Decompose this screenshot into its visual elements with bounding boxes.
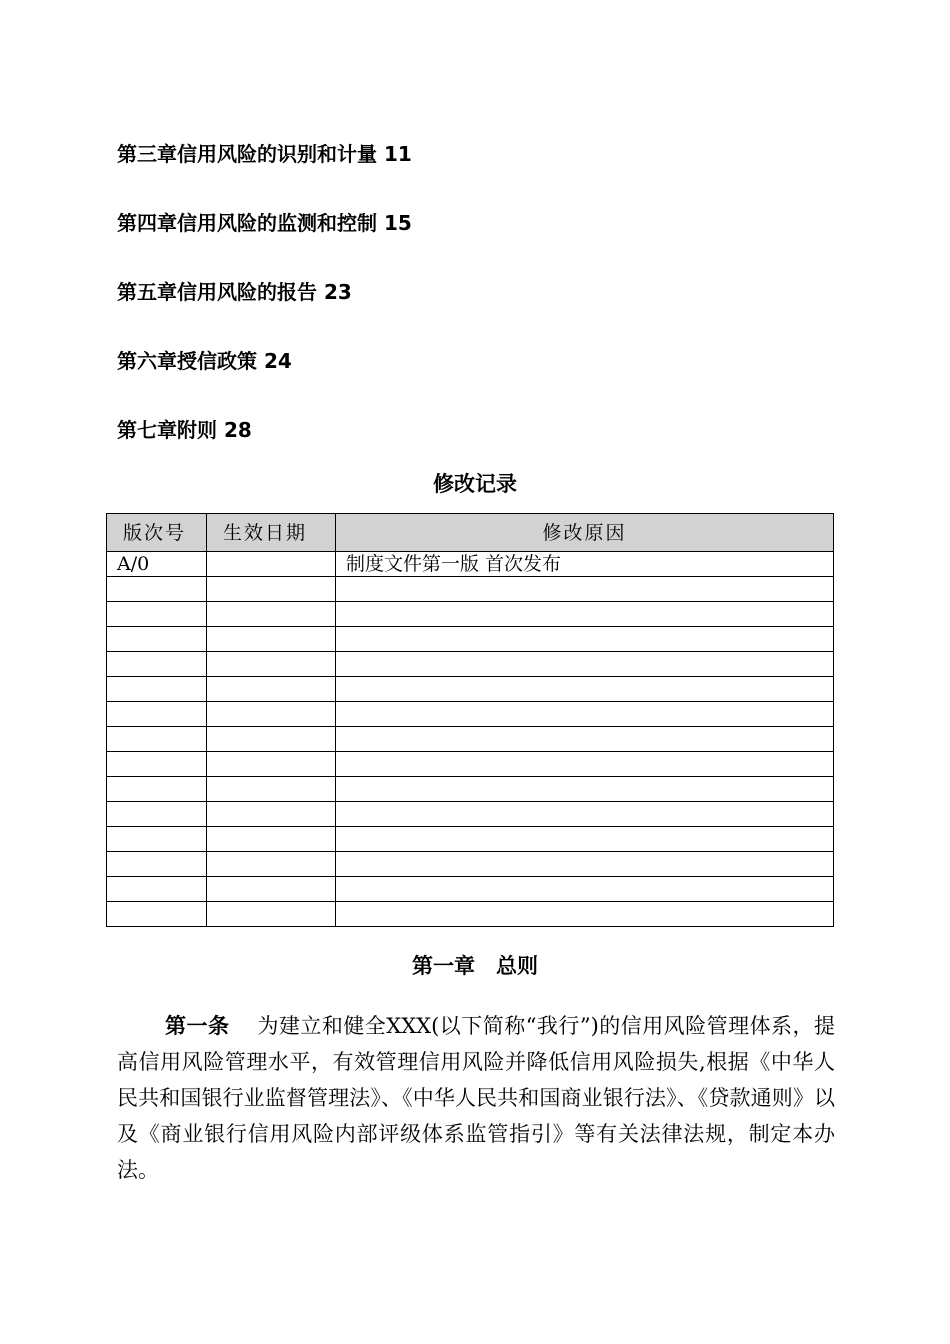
table-cell [336,902,834,927]
table-cell [207,902,336,927]
table-cell [207,852,336,877]
table-row-empty [107,602,834,627]
article-text: 为建立和健全XXX(以下简称“我行”)的信用风险管理体系，提高信用风险管理水平，有效管理信用风险并降低信用风险损失,根据《中华人民共和国银行业监督管理法》、《中华人民共和国商业银行法》、《贷款通则》以及《商业银行信用风险内部评级体系监管指引》等有关法律法规，制定本办法。 [117,1014,836,1182]
column-header: 修改原因 [336,514,834,552]
table-cell [207,602,336,627]
table-cell [336,752,834,777]
table-cell [107,802,207,827]
column-header: 版次号 [107,514,207,552]
table-cell [107,902,207,927]
table-cell [107,702,207,727]
table-row-empty [107,752,834,777]
table-cell [207,827,336,852]
article-paragraph [117,1008,835,1188]
table-cell [107,577,207,602]
table-cell [336,802,834,827]
table-cell [207,627,336,652]
table-cell [336,652,834,677]
chapter-title: 第一章 总则 [412,954,538,978]
toc-item: 第三章信用风险的识别和计量 11 [117,142,412,166]
table-cell [107,777,207,802]
table-cell [207,727,336,752]
table-row-empty [107,902,834,927]
column-header: 生效日期 [207,514,336,552]
table-cell [207,652,336,677]
table-row-empty [107,627,834,652]
table-cell [336,727,834,752]
table-cell [107,852,207,877]
table-cell [207,677,336,702]
table-row-empty [107,852,834,877]
table-cell [207,777,336,802]
table-cell [207,702,336,727]
table-cell [107,752,207,777]
table-cell [107,652,207,677]
revision-title: 修改记录 [433,472,517,496]
table-row-empty [107,577,834,602]
table-cell [336,602,834,627]
table-row-empty [107,777,834,802]
table-cell [336,877,834,902]
table-cell [207,552,336,577]
table-cell [336,827,834,852]
table-header-row [107,514,834,552]
table-cell [107,627,207,652]
table-cell [336,702,834,727]
table-row-empty [107,877,834,902]
table-row-empty [107,827,834,852]
toc-item: 第四章信用风险的监测和控制 15 [117,211,412,235]
table-row-empty [107,727,834,752]
table-cell: A/0 [107,552,207,577]
table-cell [336,577,834,602]
table-row-empty [107,802,834,827]
table-cell: 制度文件第一版 首次发布 [336,552,834,577]
table-cell [107,877,207,902]
table-row-empty [107,677,834,702]
table-cell [107,602,207,627]
table-row-empty [107,652,834,677]
table-cell [207,577,336,602]
table-row-empty [107,702,834,727]
table-cell [336,852,834,877]
table-cell [207,802,336,827]
toc-item: 第七章附则 28 [117,418,252,442]
table-row [107,552,834,577]
toc-item: 第六章授信政策 24 [117,349,292,373]
article-lead: 第一条 [165,1014,230,1038]
table-cell [336,627,834,652]
table-cell [107,677,207,702]
table-cell [107,827,207,852]
table-cell [207,877,336,902]
toc-item: 第五章信用风险的报告 23 [117,280,352,304]
table-cell [336,777,834,802]
table-cell [107,727,207,752]
table-cell [207,752,336,777]
revision-table [106,513,834,927]
table-cell [336,677,834,702]
